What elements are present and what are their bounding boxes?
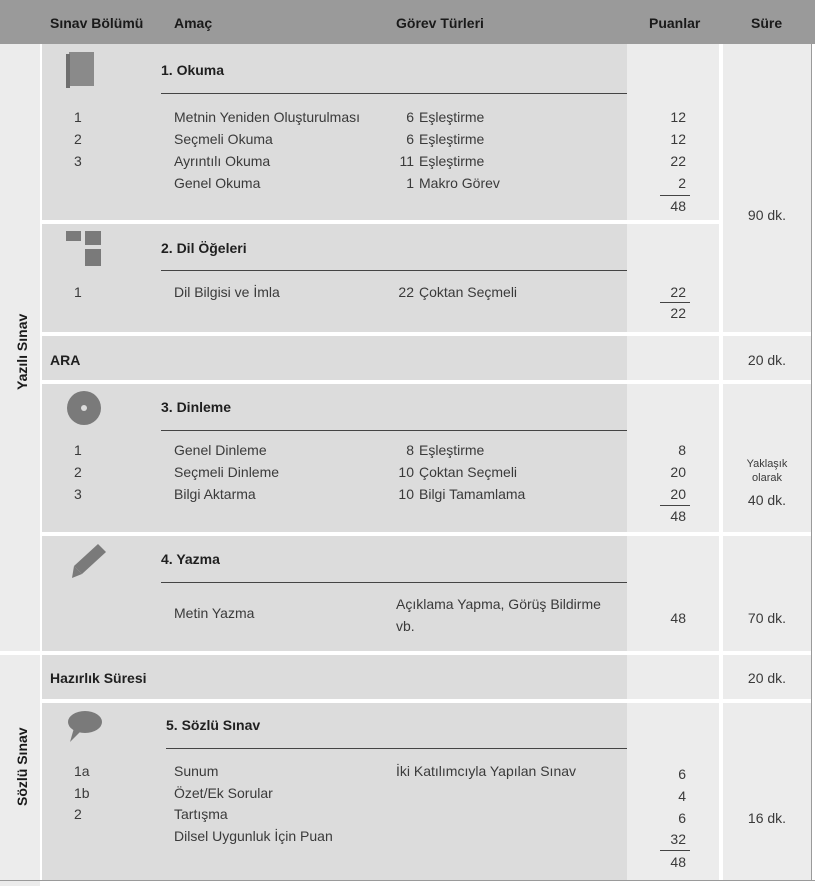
sozlu-tur: İki Katılımcıyla Yapılan Sınav	[396, 763, 577, 779]
dinleme-amac: Bilgi Aktarma	[174, 486, 256, 502]
dil-amac: Dil Bilgisi ve İmla	[174, 284, 280, 300]
yazma-rule	[161, 582, 627, 583]
sozlu-puan: 32	[670, 831, 686, 847]
header-amac: Amaç	[174, 15, 213, 31]
okuma-count: 11	[399, 153, 414, 169]
yazma-puan: 48	[670, 610, 686, 626]
okuma-count: 6	[406, 109, 414, 125]
dinleme-rule	[161, 430, 627, 431]
ara-row	[42, 336, 627, 380]
pencil-icon	[70, 542, 108, 580]
okuma-puan: 12	[670, 109, 686, 125]
dinleme-count: 8	[406, 442, 414, 458]
dil-num: 1	[74, 284, 82, 300]
yazma-amac: Metin Yazma	[174, 605, 255, 621]
dil-title: 2. Dil Öğeleri	[161, 240, 247, 256]
sozlu-puan: 6	[678, 766, 686, 782]
book-icon	[65, 52, 95, 88]
header-puanlar: Puanlar	[649, 15, 701, 31]
sozlu-sure: 16 dk.	[747, 810, 787, 826]
dinleme-num: 3	[74, 486, 82, 502]
yazma-tur: Açıklama Yapma, Görüş Bildirme	[396, 596, 601, 612]
dil-sum-rule	[660, 302, 690, 303]
group-label-sozlu: Sözlü Sınav	[14, 727, 30, 806]
sozlu-sure-cell	[723, 703, 811, 880]
table-bottom-border	[0, 880, 815, 881]
dinleme-count: 10	[398, 464, 414, 480]
sozlu-amac: Özet/Ek Sorular	[174, 785, 273, 801]
okuma-amac: Seçmeli Okuma	[174, 131, 273, 147]
hazirlik-puan-cell	[627, 655, 719, 699]
okuma-rule	[161, 93, 627, 94]
okuma-tur: Makro Görev	[419, 175, 500, 191]
dinleme-title: 3. Dinleme	[161, 399, 232, 415]
yazma-section	[42, 536, 627, 651]
hazirlik-label: Hazırlık Süresi	[50, 670, 147, 686]
sozlu-amac: Dilsel Uygunluk İçin Puan	[174, 828, 333, 844]
dinleme-sure-note2: olarak	[752, 472, 782, 484]
dinleme-count: 10	[398, 486, 414, 502]
ara-label: ARA	[50, 352, 81, 368]
hazirlik-sure: 20 dk.	[747, 670, 787, 686]
dinleme-tur: Çoktan Seçmeli	[419, 464, 518, 480]
dinleme-amac: Genel Dinleme	[174, 442, 267, 458]
okuma-num: 2	[74, 131, 82, 147]
table-header	[0, 0, 815, 44]
dinleme-section	[42, 384, 627, 532]
sozlu-num: 2	[74, 806, 82, 822]
okuma-amac: Ayrıntılı Okuma	[174, 153, 271, 169]
okuma-section	[42, 44, 627, 220]
sozlu-num: 1b	[74, 785, 90, 801]
ara-puan-cell	[627, 336, 719, 380]
dil-count: 22	[398, 284, 414, 300]
group-label-yazili: Yazılı Sınav	[14, 313, 30, 390]
header-gorev-turleri: Görev Türleri	[396, 15, 484, 31]
yazma-tur-cont: vb.	[396, 618, 415, 634]
okuma-amac: Metnin Yeniden Oluşturulması	[174, 109, 360, 125]
dil-puan: 22	[670, 284, 686, 300]
sozlu-puan: 4	[678, 788, 686, 804]
table-right-border	[811, 44, 812, 881]
dinleme-sure: 40 dk.	[747, 492, 787, 508]
okuma-count: 1	[406, 175, 414, 191]
okuma-amac: Genel Okuma	[174, 175, 261, 191]
okuma-total: 48	[670, 198, 686, 214]
sozlu-amac: Tartışma	[174, 806, 228, 822]
dinleme-sure-note1: Yaklaşık	[746, 458, 788, 470]
sozlu-total: 48	[670, 854, 686, 870]
sozlu-rule	[166, 748, 627, 749]
okuma-puan: 2	[678, 175, 686, 191]
blocks-icon	[66, 231, 102, 267]
speech-bubble-icon	[66, 710, 104, 744]
okuma-tur: Eşleştirme	[419, 131, 485, 147]
sozlu-puan: 6	[678, 810, 686, 826]
header-sinav-bolumu: Sınav Bölümü	[50, 15, 144, 31]
dinleme-sum-rule	[660, 505, 690, 506]
sure-yazili: 90 dk.	[747, 207, 787, 223]
okuma-tur: Eşleştirme	[419, 109, 485, 125]
okuma-title: 1. Okuma	[161, 62, 225, 78]
okuma-num: 1	[74, 109, 82, 125]
dinleme-tur: Bilgi Tamamlama	[419, 486, 526, 502]
okuma-puan: 12	[670, 131, 686, 147]
dinleme-total: 48	[670, 508, 686, 524]
header-sure: Süre	[751, 15, 783, 31]
disc-icon	[66, 390, 102, 426]
sozlu-num: 1a	[74, 763, 90, 779]
group-divider	[0, 651, 40, 655]
dil-total: 22	[670, 305, 686, 321]
dinleme-num: 2	[74, 464, 82, 480]
okuma-num: 3	[74, 153, 82, 169]
dil-tur: Çoktan Seçmeli	[419, 284, 518, 300]
sure-cell-yazili	[723, 44, 811, 332]
dinleme-puan: 20	[670, 486, 686, 502]
sozlu-sum-rule	[660, 850, 690, 851]
dinleme-puan: 8	[678, 442, 686, 458]
sozlu-title: 5. Sözlü Sınav	[166, 717, 261, 733]
dinleme-amac: Seçmeli Dinleme	[174, 464, 280, 480]
yazma-sure-cell	[723, 536, 811, 651]
yazma-sure: 70 dk.	[747, 610, 787, 626]
okuma-count: 6	[406, 131, 414, 147]
dinleme-num: 1	[74, 442, 82, 458]
okuma-sum-rule	[660, 195, 690, 196]
yazma-puan-cell	[627, 536, 719, 651]
yazma-title: 4. Yazma	[161, 551, 220, 567]
okuma-tur: Eşleştirme	[419, 153, 485, 169]
sozlu-amac: Sunum	[174, 763, 219, 779]
okuma-puan: 22	[670, 153, 686, 169]
sozlu-section	[42, 703, 627, 880]
dinleme-puan: 20	[670, 464, 686, 480]
ara-sure: 20 dk.	[747, 352, 787, 368]
dil-rule	[161, 270, 627, 271]
dinleme-tur: Eşleştirme	[419, 442, 485, 458]
dil-section	[42, 224, 627, 332]
